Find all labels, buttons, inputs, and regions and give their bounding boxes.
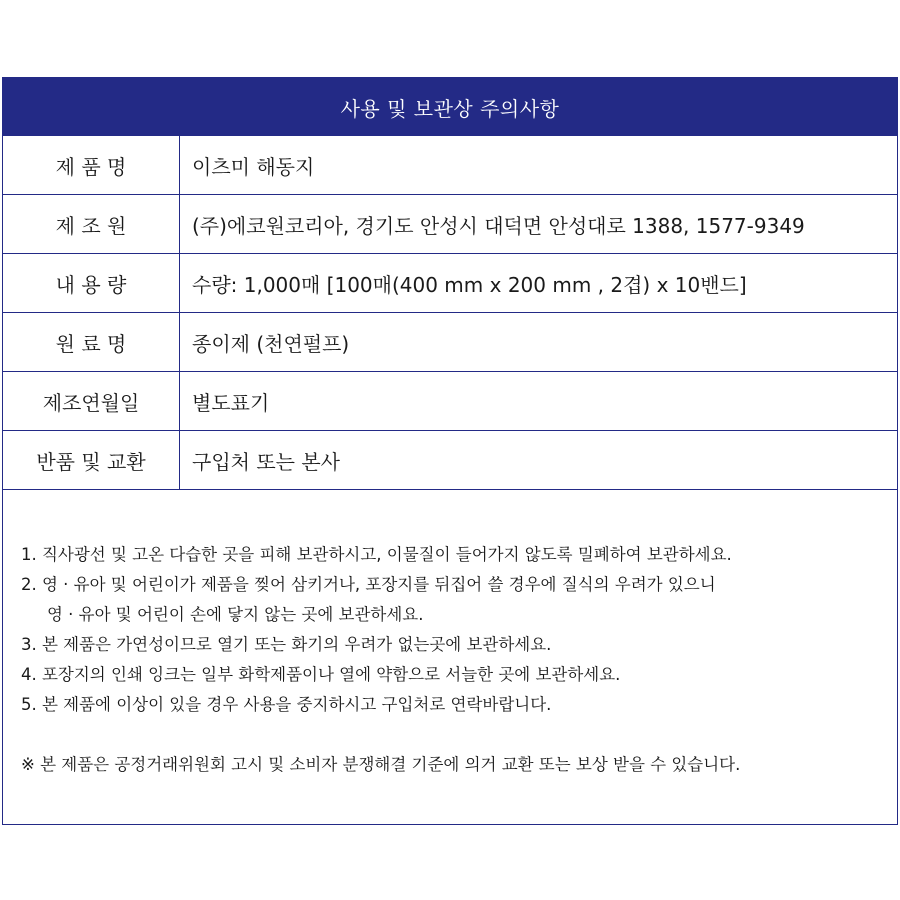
note-item: 5. 본 제품에 이상이 있을 경우 사용을 중지하시고 구입처로 연락바랍니다. bbox=[21, 695, 552, 714]
disclaimer-note: ※ 본 제품은 공정거래위원회 고시 및 소비자 분쟁해결 기준에 의거 교환 또는 보상 받을 수 있습니다. bbox=[21, 755, 741, 774]
spec-label: 제 조 원 bbox=[3, 195, 180, 254]
spec-value: 종이제 (천연펄프) bbox=[180, 313, 898, 372]
spec-label: 제조연월일 bbox=[3, 372, 180, 431]
caution-header bbox=[3, 78, 897, 136]
spec-value: 수량: 1,000매 [100매(400 mm x 200 mm , 2겹) x 10밴드] bbox=[180, 254, 898, 313]
spec-row-manufacturer bbox=[3, 195, 897, 254]
spec-row-manufacture-date bbox=[3, 372, 897, 431]
caution-notes bbox=[3, 490, 897, 780]
product-info-sheet bbox=[2, 77, 898, 825]
spec-label: 제 품 명 bbox=[3, 136, 180, 195]
note-item: 3. 본 제품은 가연성이므로 열기 또는 화기의 우려가 없는곳에 보관하세요. bbox=[21, 635, 552, 654]
spec-label: 원 료 명 bbox=[3, 313, 180, 372]
note-item: 1. 직사광선 및 고온 다습한 곳을 피해 보관하시고, 이물질이 들어가지 않도록 밀폐하여 보관하세요. bbox=[21, 545, 732, 564]
spec-row-product-name bbox=[3, 136, 897, 195]
spec-value: 별도표기 bbox=[180, 372, 898, 431]
spec-value: 이츠미 해동지 bbox=[180, 136, 898, 195]
spec-row-contents bbox=[3, 254, 897, 313]
spec-row-material bbox=[3, 313, 897, 372]
spec-label: 내 용 량 bbox=[3, 254, 180, 313]
note-item: 2. 영 · 유아 및 어린이가 제품을 찢어 삼키거나, 포장지를 뒤집어 쓸 경우에 질식의 우려가 있으니 bbox=[21, 575, 716, 594]
spec-value: 구입처 또는 본사 bbox=[180, 431, 898, 490]
spec-value: (주)에코원코리아, 경기도 안성시 대덕면 안성대로 1388, 1577-9349 bbox=[180, 195, 898, 254]
spec-table bbox=[3, 136, 897, 490]
spec-label: 반품 및 교환 bbox=[3, 431, 180, 490]
spec-row-return-exchange bbox=[3, 431, 897, 490]
note-item: 4. 포장지의 인쇄 잉크는 일부 화학제품이나 열에 약함으로 서늘한 곳에 보관하세요. bbox=[21, 665, 621, 684]
note-item-continuation: 영 · 유아 및 어린이 손에 닿지 않는 곳에 보관하세요. bbox=[47, 605, 424, 624]
caution-header-title: 사용 및 보관상 주의사항 bbox=[340, 96, 560, 121]
